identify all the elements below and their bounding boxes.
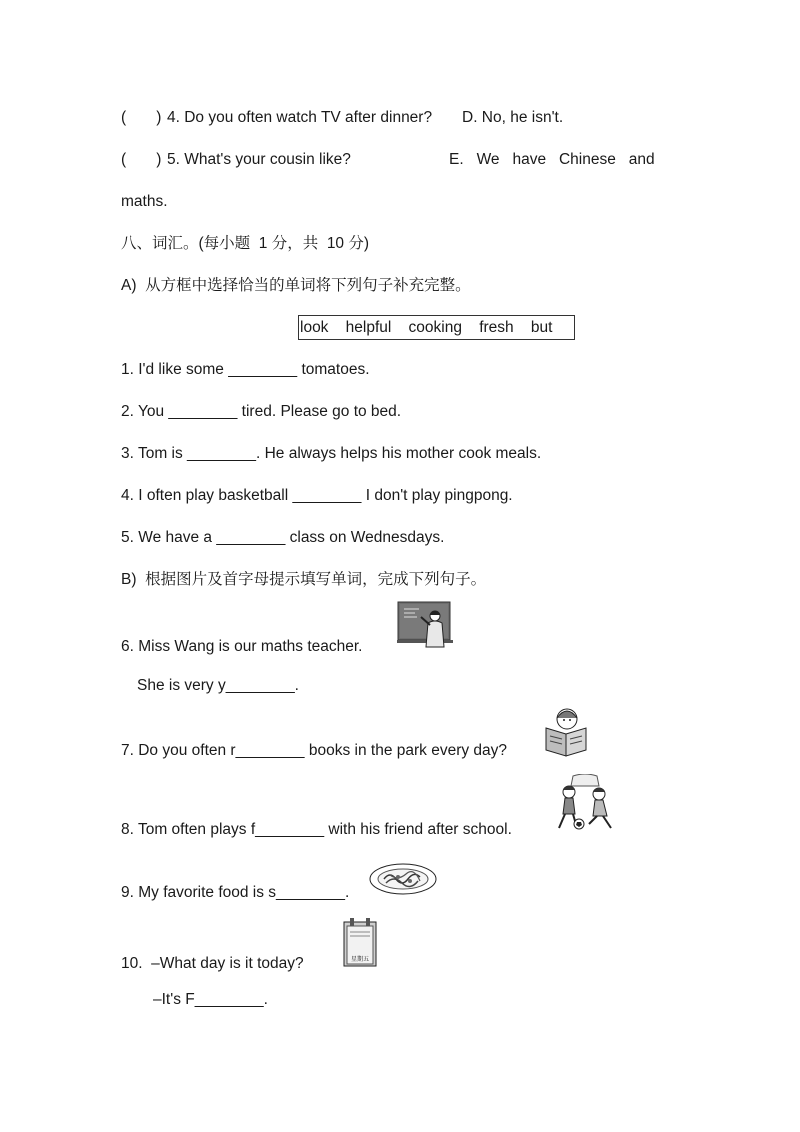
part-b-instruction: B) 根据图片及首字母提示填写单词，完成下列句子。 [121,571,487,588]
section-title: 八、词汇。(每小题 1 分，共 10 分) [121,235,370,252]
q10-line1: 10. –What day is it today? [121,955,304,972]
part-a-item-4: 4. I often play basketball ________ I don't play pingpong. [121,487,513,504]
plate-of-noodles-icon [368,861,438,897]
q10-line2: –It's F________. [153,991,268,1008]
q4-answer: D. No, he isn't. [462,109,564,126]
calendar-text: 星期五 [351,956,370,963]
q4-paren: ( ) [121,109,162,126]
part-a-instruction: A) 从方框中选择恰当的单词将下列句子补充完整。 [121,277,471,294]
q4-question: 4. Do you often watch TV after dinner? [167,109,433,126]
part-a-item-3: 3. Tom is ________. He always helps his mother cook meals. [121,445,542,462]
q9-text: 9. My favorite food is s________. [121,884,350,901]
part-a-item-1: 1. I'd like some ________ tomatoes. [121,361,370,378]
q5-answer-continued: maths. [121,193,168,210]
q8-text: 8. Tom often plays f________ with his friend after school. [121,821,512,838]
word-box: look helpful cooking fresh but [298,315,575,340]
calendar-friday-icon [341,916,379,968]
q7-text: 7. Do you often r________ books in the park every day? [121,742,508,759]
q5-paren: ( ) [121,151,162,168]
q6-line2: She is very y________. [137,677,299,694]
part-a-item-2: 2. You ________ tired. Please go to bed. [121,403,402,420]
boys-playing-football-icon [553,774,617,834]
q5-question: 5. What's your cousin like? [167,151,351,168]
q6-line1: 6. Miss Wang is our maths teacher. [121,638,363,655]
teacher-at-blackboard-icon [397,601,455,649]
child-reading-book-icon [540,706,590,758]
q5-answer: E. We have Chinese and [449,151,655,168]
part-a-item-5: 5. We have a ________ class on Wednesdays. [121,529,445,546]
